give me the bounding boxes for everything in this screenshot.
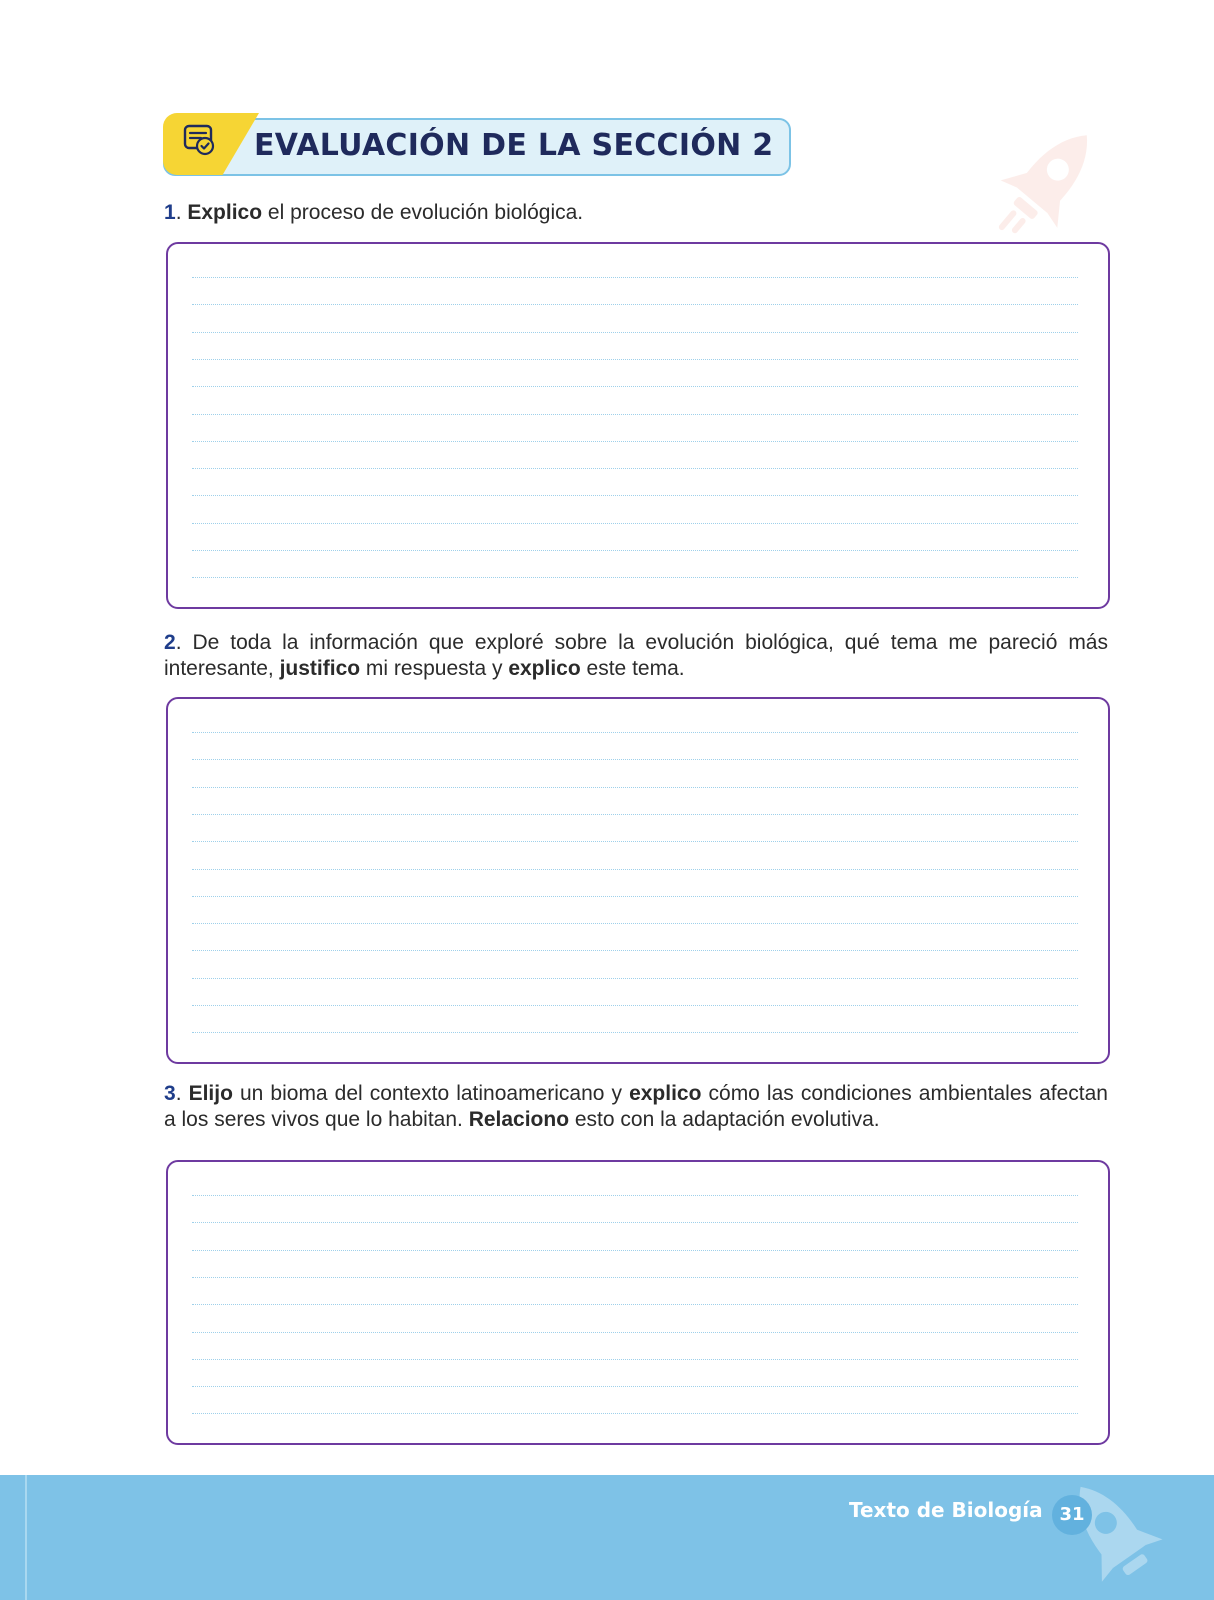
question-keyword: justifico [279, 657, 361, 680]
answer-box-1[interactable] [166, 242, 1110, 609]
writing-line [192, 359, 1078, 360]
question-keyword: explico [629, 1082, 702, 1105]
writing-line [192, 732, 1078, 733]
writing-line [192, 787, 1078, 788]
question-number: 1 [164, 201, 176, 224]
writing-line [192, 1032, 1078, 1033]
answer-box-3[interactable] [166, 1160, 1110, 1445]
footer-divider [25, 1475, 27, 1600]
writing-line [192, 1386, 1078, 1387]
writing-line [192, 759, 1078, 760]
question-text: el proceso de evolución biológica. [262, 201, 584, 224]
writing-line [192, 277, 1078, 278]
writing-line [192, 814, 1078, 815]
writing-line [192, 1277, 1078, 1278]
question-keyword: Relaciono [468, 1108, 570, 1131]
writing-line [192, 1222, 1078, 1223]
question-text: cómo las condiciones ambientales afectan a los seres vivos que lo habitan. [164, 1082, 1108, 1131]
question-keyword: explico [508, 657, 581, 680]
writing-line [192, 523, 1078, 524]
section-title: EVALUACIÓN DE LA SECCIÓN 2 [254, 128, 774, 163]
writing-line [192, 332, 1078, 333]
page-footer [0, 1475, 1214, 1600]
page-number: 31 [1052, 1495, 1092, 1535]
writing-line [192, 550, 1078, 551]
writing-line [192, 1413, 1078, 1414]
question-text: De toda la información que exploré sobre la evolución biológica, qué tema me pareció más interesante, [164, 631, 1108, 680]
book-title: Texto de Biología [849, 1498, 1043, 1522]
rocket-watermark-icon [970, 110, 1120, 260]
writing-line [192, 577, 1078, 578]
question-text: un bioma del contexto latinoamericano y [232, 1082, 630, 1105]
question-text: esto con la adaptación evolutiva. [569, 1108, 880, 1131]
writing-line [192, 978, 1078, 979]
writing-line [192, 1359, 1078, 1360]
writing-line [192, 304, 1078, 305]
writing-line [192, 869, 1078, 870]
writing-line [192, 414, 1078, 415]
writing-line [192, 1005, 1078, 1006]
writing-line [192, 923, 1078, 924]
rocket-watermark-icon [1040, 1475, 1190, 1600]
writing-line [192, 1304, 1078, 1305]
writing-line [192, 841, 1078, 842]
writing-line [192, 386, 1078, 387]
question-keyword: Elijo [188, 1082, 233, 1105]
question-2: 2. De toda la información que exploré sobre la evolución biológica, qué tema me pareció más interesante, justifico mi respuesta y explico este tema. [164, 631, 1108, 680]
writing-line [192, 441, 1078, 442]
question-text: este tema. [580, 657, 685, 680]
writing-line [192, 1250, 1078, 1251]
question-keyword: Explico [187, 201, 263, 224]
writing-line [192, 1332, 1078, 1333]
question-text: mi respuesta y [360, 657, 509, 680]
question-3: 3. Elijo un bioma del contexto latinoamericano y explico cómo las condiciones ambientales afectan a los seres vivos que lo habitan. Relaciono esto con la adaptación evolutiva. [164, 1082, 1108, 1131]
writing-line [192, 468, 1078, 469]
question-number: 3 [164, 1082, 176, 1105]
writing-line [192, 896, 1078, 897]
question-number: 2 [164, 631, 176, 654]
writing-line [192, 1195, 1078, 1196]
writing-line [192, 495, 1078, 496]
answer-box-2[interactable] [166, 697, 1110, 1064]
question-1: 1. Explico el proceso de evolución biológica. [164, 201, 584, 224]
writing-line [192, 950, 1078, 951]
evaluation-checklist-icon [181, 122, 217, 158]
